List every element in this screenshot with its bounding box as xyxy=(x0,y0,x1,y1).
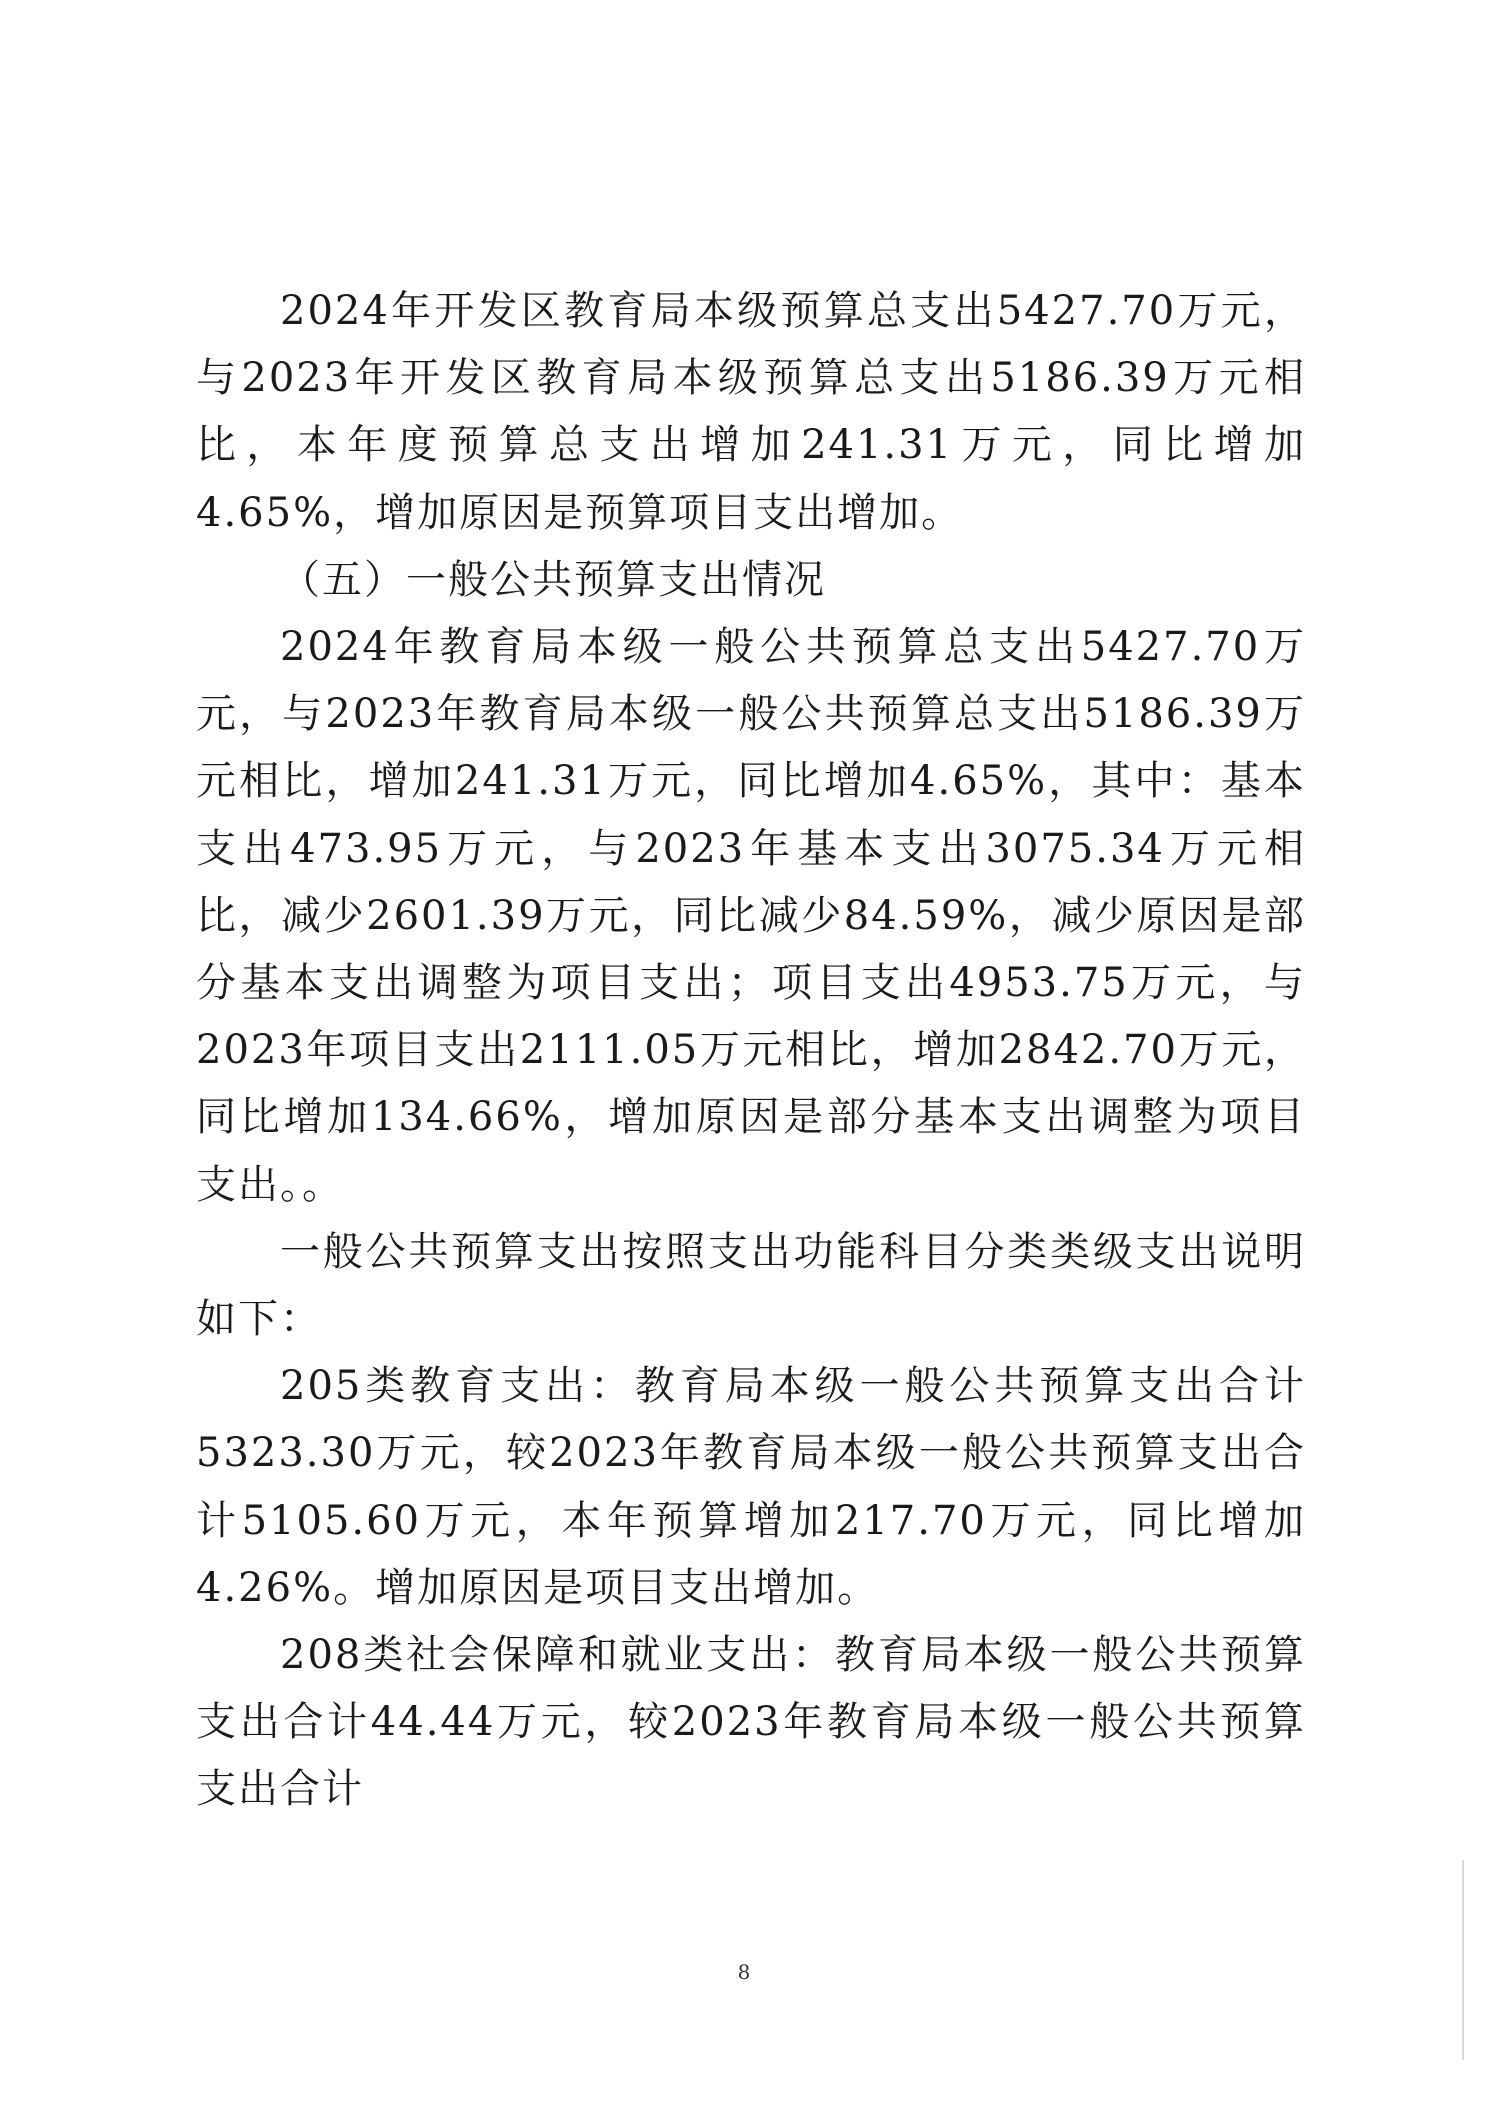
scan-edge-line xyxy=(1462,1860,1464,2060)
document-body xyxy=(196,278,1306,1824)
paragraph-total-expenditure: 2024年开发区教育局本级预算总支出5427.70万元，与2023年开发区教育局本级预算总支出5186.39万元相比，本年度预算总支出增加241.31万元，同比增加4.65%，增加原因是预算项目支出增加。 xyxy=(196,288,1306,536)
paragraph-general-budget-expenditure: 2024年教育局本级一般公共预算总支出5427.70万元，与2023年教育局本级一般公共预算总支出5186.39万元相比，增加241.31万元，同比增加4.65%，其中：基本支出473.95万元，与2023年基本支出3075.34万元相比，减少2601.39万元，同比减少84.59%，减少原因是部分基本支出调整为项目支出；项目支出4953.75万元，与2023年项目支出2111.05万元相比，增加2842.70万元，同比增加134.66%，增加原因是部分基本支出调整为项目支出。。 xyxy=(196,624,1306,1208)
section-heading-general-budget: （五）一般公共预算支出情况 xyxy=(280,556,826,603)
page-number: 8 xyxy=(737,1960,751,1984)
paragraph-classification-intro: 一般公共预算支出按照支出功能科目分类类级支出说明如下： xyxy=(196,1228,1306,1343)
paragraph-social-security-expenditure: 208类社会保障和就业支出：教育局本级一般公共预算支出合计44.44万元，较2023年教育局本级一般公共预算支出合计 xyxy=(196,1632,1306,1813)
paragraph-education-expenditure: 205类教育支出：教育局本级一般公共预算支出合计5323.30万元，较2023年教育局本级一般公共预算支出合计5105.60万元，本年预算增加217.70万元，同比增加4.26%。增加原因是项目支出增加。 xyxy=(196,1363,1306,1611)
